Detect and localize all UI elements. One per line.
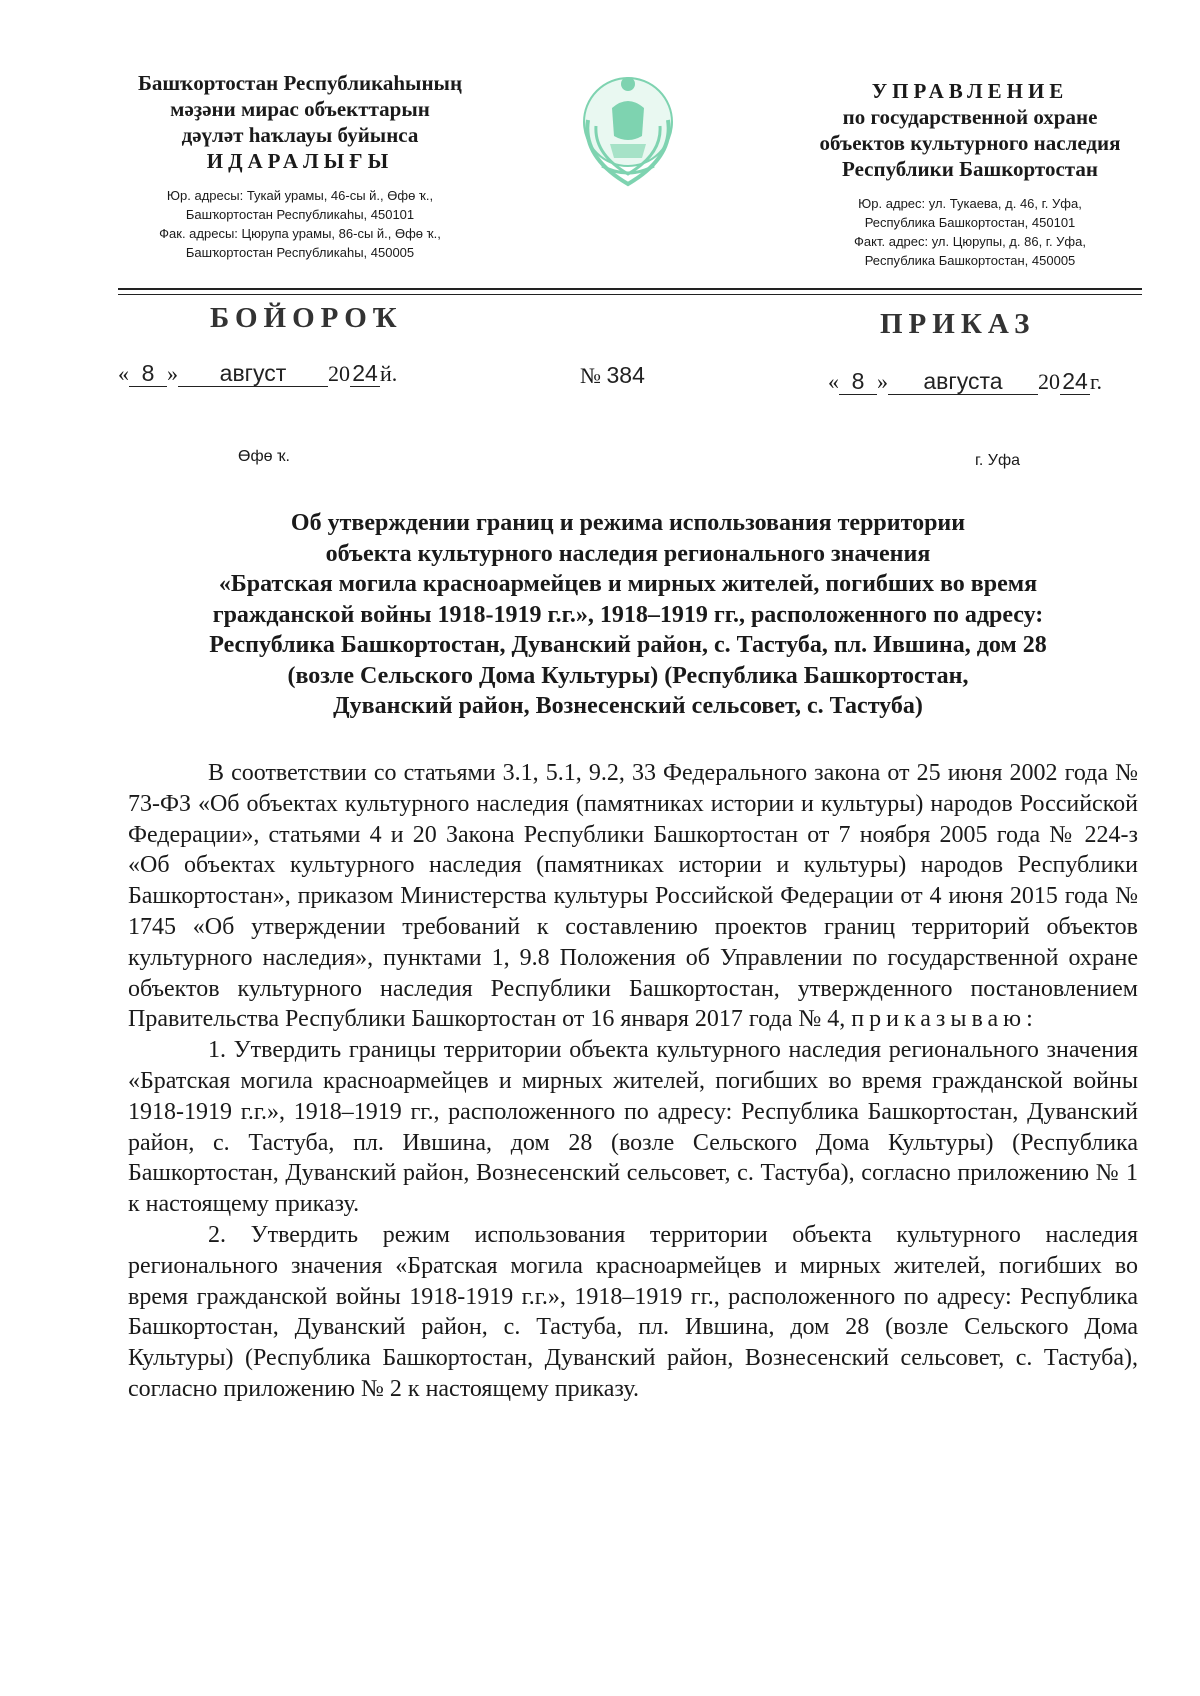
year-suffix: 24: [350, 360, 380, 387]
org-address: [790, 194, 1150, 270]
date-month: август: [178, 360, 328, 387]
quote-open: «: [828, 369, 839, 394]
address-line: Юр. адресы: Тукай урамы, 46-сы й., Өфө ҡ.,: [166, 188, 434, 203]
org-name-caps: ИДАРАЛЫҒЫ: [206, 149, 394, 173]
org-name-line: по государственной охране: [842, 105, 1098, 129]
item-paragraph-1: 1. Утвердить границы территории объекта культурного наследия регионального значения «Братская могила красноармейцев и мирных жителей, погибших во время гражданской войны 1918-1919 г.г.», 1918–1919 гг., расположенного по адресу: Республика Башкортостан, Дуванский район, с. Тастуба, пл. Ившина, дом 28 (возле Сельского Дома Культуры) (Республика Башкортостан, Дуванский район, Вознесенский сельсовет, с. Тастуба), согласно приложению № 1 к настоящему приказу.: [128, 1037, 1138, 1218]
address-line: Фак. адресы: Цюрупа урамы, 86-сы й., Өфө ҡ.,: [159, 226, 441, 241]
address-line: Республика Башкортостан, 450101: [864, 215, 1076, 230]
date-line-right: [828, 368, 1102, 395]
date-day: 8: [839, 368, 877, 395]
address-line: Башҡортостан Республикаһы, 450101: [185, 207, 415, 222]
date-month: августа: [888, 368, 1038, 395]
order-number: [580, 362, 645, 389]
date-day: 8: [129, 360, 167, 387]
address-line: Факт. адрес: ул. Цюрупы, д. 86, г. Уфа,: [854, 234, 1086, 249]
org-name-caps: УПРАВЛЕНИЕ: [871, 79, 1069, 103]
year-prefix: 20: [328, 361, 350, 386]
number-value: 384: [606, 362, 645, 388]
date-line-left: [118, 360, 397, 387]
city-russian: г. Уфа: [975, 452, 1020, 469]
date-suffix: й.: [380, 361, 398, 386]
org-name-line: объектов культурного наследия: [819, 131, 1121, 155]
address-line: Республика Башкортостан, 450005: [864, 253, 1076, 268]
title-line: Об утверждении границ и режима использования территории: [290, 510, 966, 536]
title-line: объекта культурного наследия регионального значения: [325, 540, 931, 567]
title-line: Республика Башкортостан, Дуванский район, с. Тастуба, пл. Ившина, дом 28: [209, 632, 1047, 658]
city-bashkir: Өфө ҡ.: [238, 448, 290, 465]
org-name-line: Башҡортостан Республикаһының: [137, 71, 463, 95]
header-left-block: [90, 70, 510, 262]
org-name-line: мәҙәни мирас объекттарын: [170, 97, 430, 121]
doc-type-bashkir: БОЙОРОҠ: [210, 302, 403, 334]
year-prefix: 20: [1038, 369, 1060, 394]
title-line: гражданской войны 1918-1919 г.г.», 1918–1919 гг., расположенного по адресу:: [212, 601, 1044, 628]
org-name-line: Республики Башкортостан: [842, 157, 1098, 181]
number-label: №: [580, 363, 601, 388]
org-address: [90, 186, 510, 262]
org-name-line: дәүләт һаҡлауы буйынса: [181, 123, 419, 147]
year-suffix: 24: [1060, 368, 1090, 395]
address-line: Юр. адрес: ул. Тукаева, д. 46, г. Уфа,: [858, 196, 1082, 211]
preamble-paragraph: [128, 758, 1138, 1035]
title-line: (возле Сельского Дома Культуры) (Республика Башкортостан,: [287, 662, 969, 689]
item-paragraph-2: 2. Утвердить режим использования территории объекта культурного наследия регионального значения «Братская могила красноармейцев и мирных жителей, погибших во время гражданской войны 1918-1919 г.г.», 1918–1919 гг., расположенного по адресу: Республика Башкортостан, Дуванский район, с. Тастуба, пл. Ившина, дом 28 (возле Сельского Дома Культуры) (Республика Башкортостан, Дуванский район, Вознесенский сельсовет, с. Тастуба), согласно приложению № 2 к настоящему приказу.: [128, 1221, 1138, 1402]
order-word: приказываю:: [851, 1006, 1038, 1033]
quote-open: «: [118, 361, 129, 386]
date-suffix: г.: [1090, 369, 1103, 394]
title-line: «Братская могила красноармейцев и мирных жителей, погибших во время: [218, 571, 1038, 597]
header-right-block: [790, 78, 1150, 270]
doc-type-russian: ПРИКАЗ: [880, 308, 1036, 340]
quote-close: »: [877, 369, 888, 394]
address-line: Башҡортостан Республикаһы, 450005: [185, 245, 415, 260]
document-title: [128, 508, 1128, 722]
document-body: [128, 758, 1138, 1405]
header-rule: [118, 294, 1142, 295]
title-line: Дуванский район, Вознесенский сельсовет, с. Тастуба): [333, 693, 923, 719]
preamble-text: В соответствии со статьями 3.1, 5.1, 9.2, 33 Федерального закона от 25 июня 2002 года № 73-ФЗ «Об объектах культурного наследия (памятниках истории и культуры) народов Российской Федерации», статьями 4 и 20 Закона Республики Башкортостан от 7 ноября 2005 года № 224-з «Об объектах культурного наследия (памятниках истории и культуры) народов Республики Башкортостан», приказом Министерства культуры Российской Федерации от 4 июня 2015 года № 1745 «Об утверждении требований к составлению проектов границ территорий объектов культурного наследия», пунктами 1, 9.8 Положения об Управлении по государственной охране объектов культурного наследия Республики Башкортостан, утвержденного постановлением Правительства Республики Башкортостан от 16 января 2017 года № 4,: [128, 760, 1138, 1033]
quote-close: »: [167, 361, 178, 386]
republic-of-bashkortostan-emblem-icon: [572, 62, 684, 196]
header-rule: [118, 288, 1142, 290]
